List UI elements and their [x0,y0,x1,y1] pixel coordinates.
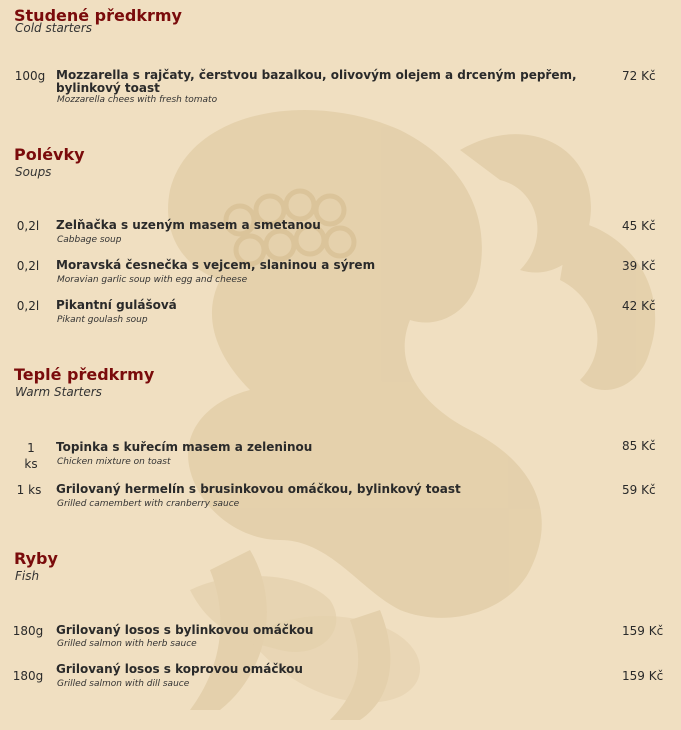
section-title-fish: Ryby [14,549,58,568]
item-name: Mozzarella s rajčaty, čerstvou bazalkou, olivovým olejem a drceným pepřem, bylinkový toast [56,68,577,95]
item-price: 159 Kč [622,669,664,683]
item-quantity: 0,2l [16,259,40,273]
item-quantity-text: 1 ks [24,441,38,471]
item-description: Grilled salmon with dill sauce [57,679,190,689]
item-price: 42 Kč [622,299,656,313]
item-quantity: 180g [12,669,44,683]
item-name: Moravská česnečka s vejcem, slaninou a sýrem [56,258,376,272]
item-price: 39 Kč [622,259,656,273]
section-subtitle-soups: Soups [15,165,52,179]
item-description: Mozzarella chees with fresh tomato [57,95,218,105]
item-quantity: 0,2l [16,219,40,233]
item-name: Grilovaný losos s bylinkovou omáčkou [56,623,314,637]
item-description: Moravian garlic soup with egg and cheese [57,275,248,285]
item-price: 72 Kč [622,69,656,83]
section-subtitle-warm-starters: Warm Starters [15,385,102,399]
item-description: Cabbage soup [57,235,122,245]
item-quantity: 180g [12,624,44,638]
item-name: Grilovaný hermelín s brusinkovou omáčkou, bylinkový toast [56,482,461,496]
item-name: Zelňačka s uzeným masem a smetanou [56,218,321,232]
item-description: Grilled camembert with cranberry sauce [57,499,240,509]
section-title-soups: Polévky [14,145,85,164]
item-name: Pikantní gulášová [56,298,177,312]
item-description: Pikant goulash soup [57,315,148,325]
item-description: Grilled salmon with herb sauce [57,639,197,649]
item-price: 45 Kč [622,219,656,233]
section-subtitle-cold-starters: Cold starters [15,21,93,35]
item-quantity: 100g [14,69,46,83]
item-description: Chicken mixture on toast [57,457,171,467]
item-price: 159 Kč [622,624,664,638]
section-title-cold-starters: Studené předkrmy [14,6,182,25]
item-price: 59 Kč [622,483,656,497]
item-quantity [14,440,48,472]
item-quantity: 1 ks [16,483,42,497]
item-name: Grilovaný losos s koprovou omáčkou [56,662,303,676]
item-name: Topinka s kuřecím masem a zeleninou [56,440,313,454]
item-price: 85 Kč [622,439,656,453]
item-quantity: 0,2l [16,299,40,313]
section-subtitle-fish: Fish [15,569,40,583]
section-title-warm-starters: Teplé předkrmy [14,365,155,384]
